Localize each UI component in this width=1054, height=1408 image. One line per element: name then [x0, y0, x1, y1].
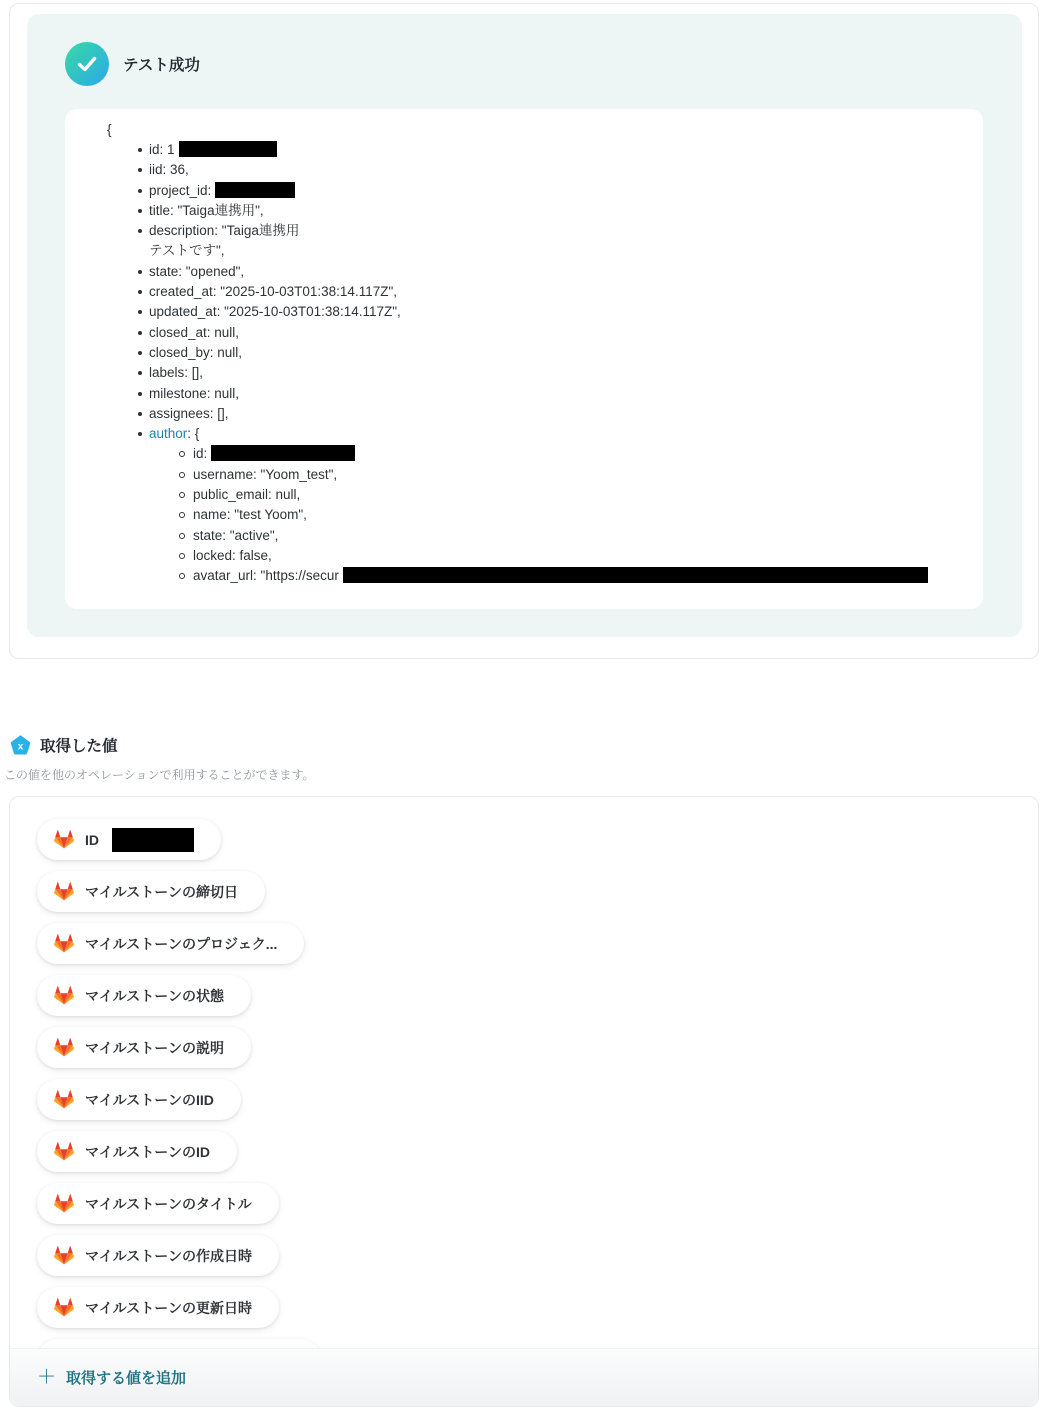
value-chip-iid[interactable]	[37, 1079, 241, 1120]
value-chip-title[interactable]	[37, 1183, 279, 1224]
author-key-link[interactable]: author	[149, 426, 188, 442]
json-line-username: username: "Yoom_test",	[179, 465, 953, 485]
json-output-panel	[65, 109, 983, 609]
redacted-value	[215, 182, 295, 198]
retrieved-values-title: 取得した値	[40, 738, 118, 755]
json-line-id: id: 1	[138, 140, 953, 160]
json-line-assignees: assignees: [],	[138, 404, 953, 424]
value-chip-label: マイルストーンのIID	[85, 1091, 214, 1108]
json-line-milestone: milestone: null,	[138, 384, 953, 404]
json-line-closed-by: closed_by: null,	[138, 343, 953, 363]
add-value-label: 取得する値を追加	[66, 1370, 187, 1387]
value-chip-id[interactable]	[37, 819, 221, 860]
json-line-state: state: "opened",	[138, 262, 953, 282]
gitlab-icon	[54, 1142, 74, 1161]
value-chip-label: マイルストーンの状態	[85, 987, 225, 1004]
json-line-title: title: "Taiga連携用",	[138, 201, 953, 221]
redacted-value	[112, 828, 194, 852]
test-result-header	[65, 42, 983, 86]
gitlab-icon	[54, 830, 74, 849]
json-line-author-id: id:	[179, 444, 953, 464]
json-line-public-email: public_email: null,	[179, 485, 953, 505]
value-chip-label: ID	[85, 831, 99, 848]
json-line-created-at: created_at: "2025-10-03T01:38:14.117Z",	[138, 282, 953, 302]
json-line-labels: labels: [],	[138, 363, 953, 383]
value-chip-created-at[interactable]	[37, 1235, 279, 1276]
value-chip-updated-at[interactable]	[37, 1287, 279, 1328]
json-line-project-id: project_id:	[138, 181, 953, 201]
json-line-author-state: state: "active",	[179, 526, 953, 546]
json-line-locked: locked: false,	[179, 546, 953, 566]
json-line-avatar-url: avatar_url: "https://secur	[179, 566, 953, 586]
value-chip-label: マイルストーンのプロジェク...	[85, 935, 278, 952]
value-chip-description[interactable]	[37, 1027, 251, 1068]
retrieved-values-card	[9, 796, 1039, 1407]
redacted-value	[179, 141, 277, 157]
value-chip-state[interactable]	[37, 975, 251, 1016]
gitlab-icon	[54, 934, 74, 953]
add-value-button[interactable]	[10, 1349, 1038, 1406]
gitlab-icon	[54, 1194, 74, 1213]
gitlab-icon	[54, 1090, 74, 1109]
json-line-iid: iid: 36,	[138, 160, 953, 180]
json-line-description-wrap: テストです",	[149, 243, 225, 259]
json-line-updated-at: updated_at: "2025-10-03T01:38:14.117Z",	[138, 302, 953, 322]
value-chip-label: マイルストーンの更新日時	[85, 1299, 253, 1316]
json-line-description: description: "Taiga連携用 テストです",	[138, 221, 953, 262]
retrieved-values-icon	[10, 735, 31, 756]
test-success-panel	[27, 14, 1022, 637]
value-chip-due-date[interactable]	[37, 871, 265, 912]
value-chip-project[interactable]	[37, 923, 304, 964]
retrieved-values-subtitle: この値を他のオペレーションで利用することができます。	[4, 768, 315, 782]
plus-icon: ＋	[37, 1367, 57, 1388]
gitlab-icon	[54, 882, 74, 901]
gitlab-icon	[54, 1246, 74, 1265]
value-chip-label: マイルストーンのID	[85, 1143, 211, 1160]
value-chip-label: マイルストーンの説明	[85, 1039, 225, 1056]
redacted-value	[211, 445, 355, 461]
json-line-author: author: { id: username: "Yoom_test", public_email: null, name: "test Yoom", state: "active", locked: false, avatar_url: "https://secur	[138, 424, 953, 586]
test-result-card	[9, 3, 1039, 659]
value-chip-label: マイルストーンのタイトル	[85, 1195, 252, 1212]
value-chip-label: マイルストーンの作成日時	[85, 1247, 253, 1264]
gitlab-icon	[54, 1298, 74, 1317]
gitlab-icon	[54, 1038, 74, 1057]
retrieved-values-header	[10, 734, 1054, 756]
redacted-value	[343, 567, 928, 583]
gitlab-icon	[54, 986, 74, 1005]
json-open-brace: {	[107, 122, 112, 137]
success-check-icon	[65, 42, 109, 86]
json-root-list	[138, 140, 953, 587]
json-author-list	[179, 444, 953, 586]
value-chip-milestone-id[interactable]	[37, 1131, 237, 1172]
svg-text:x: x	[17, 740, 24, 752]
json-line-name: name: "test Yoom",	[179, 505, 953, 525]
json-line-closed-at: closed_at: null,	[138, 323, 953, 343]
value-chip-label: マイルストーンの締切日	[85, 883, 239, 900]
test-result-title: テスト成功	[123, 57, 200, 74]
value-chip-list	[37, 819, 1038, 1380]
